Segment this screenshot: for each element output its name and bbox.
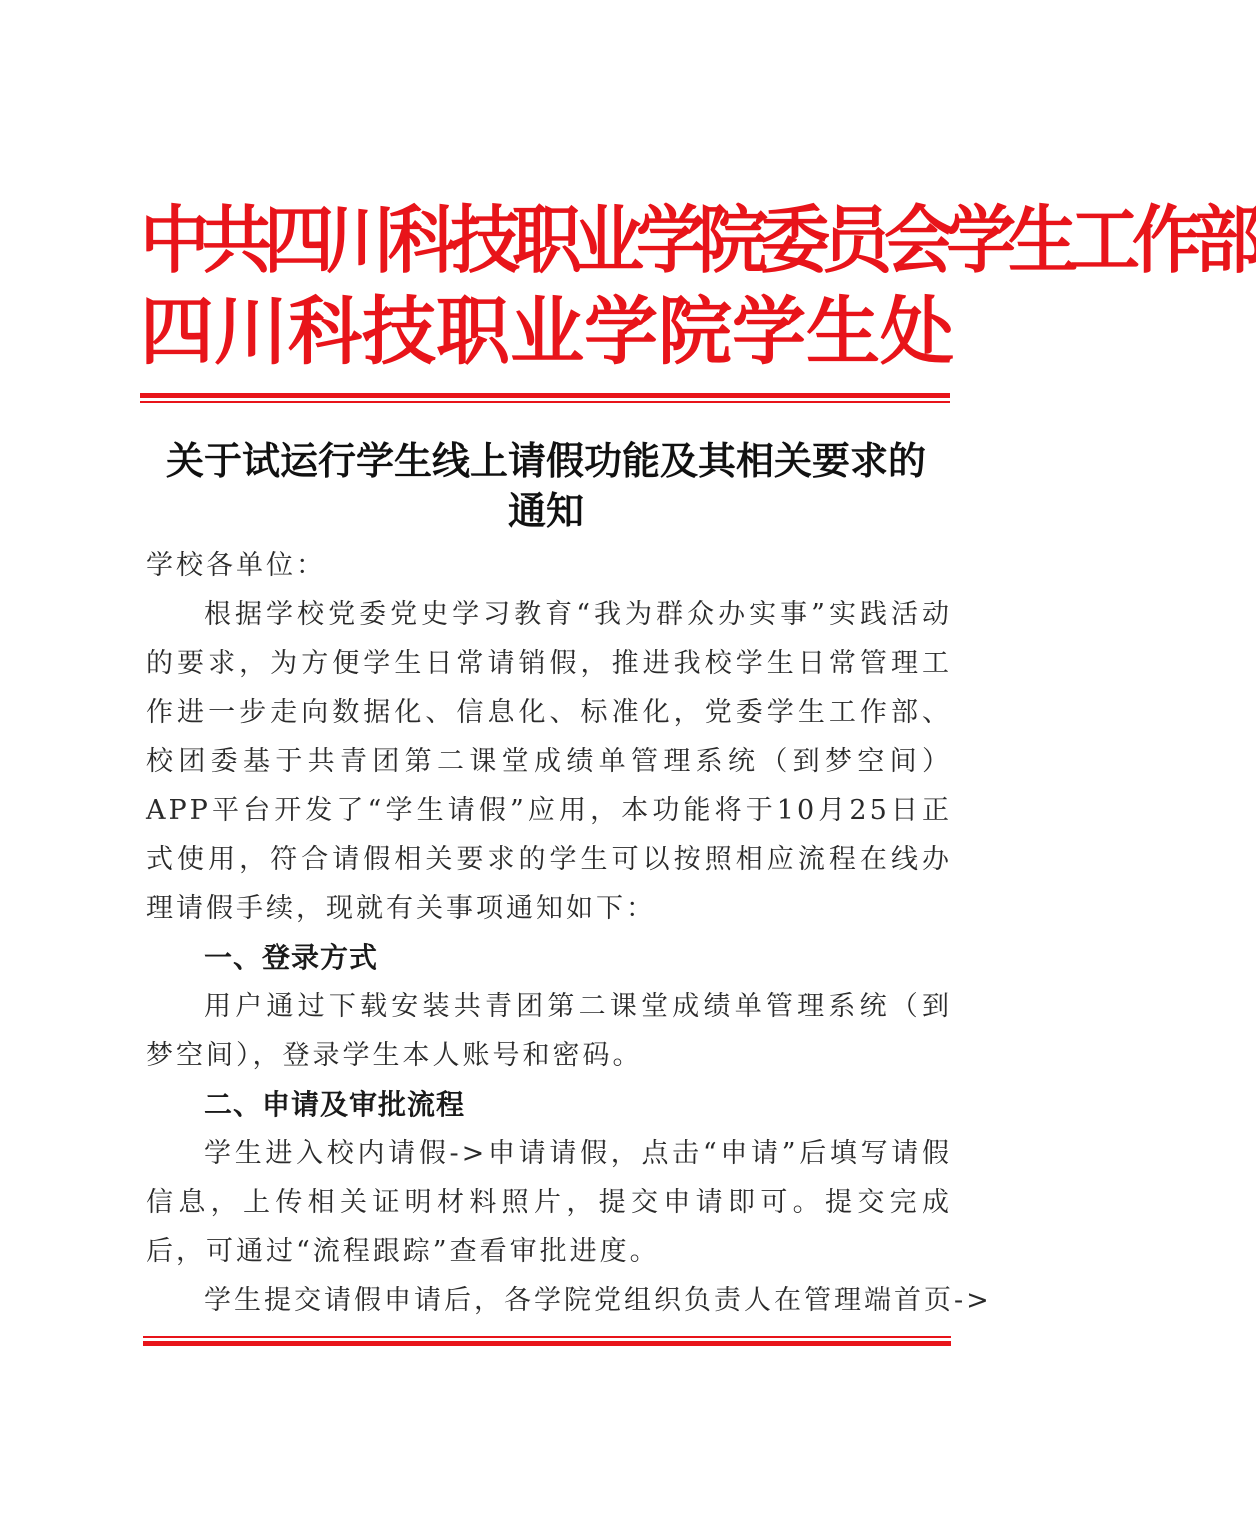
apply-paragraph: 学生进入校内请假->申请请假，点击“申请”后填写请假信息，上传相关证明材料照片，提交申请即可。提交完成后，可通过“流程跟踪”查看审批进度。 xyxy=(146,1138,952,1267)
document-title-line-1: 关于试运行学生线上请假功能及其相关要求的 xyxy=(165,438,926,483)
approve-paragraph: 学生提交请假申请后，各学院党组织负责人在管理端首页-> xyxy=(204,1285,992,1316)
section-heading-apply: 二、申请及审批流程 xyxy=(204,1088,466,1121)
letterhead-divider-thick xyxy=(140,393,950,398)
letterhead-divider-thin xyxy=(140,401,950,403)
footer-divider-thick xyxy=(143,1341,951,1346)
document-title-line-2: 通知 xyxy=(507,488,584,533)
salutation: 学校各单位： xyxy=(146,550,326,581)
intro-paragraph: 根据学校党委党史学习教育“我为群众办实事”实践活动的要求，为方便学生日常请销假，推进我校学生日常管理工作进一步走向数据化、信息化、标准化，党委学生工作部、校团委基于共青团第二课堂成绩单管理系统（到梦空间）APP平台开发了“学生请假”应用，本功能将于10月25日正式使用，符合请假相关要求的学生可以按照相应流程在线办理请假手续，现就有关事项通知如下： xyxy=(146,599,952,924)
footer-divider-thin xyxy=(143,1336,951,1338)
letterhead-line-2: 四川科技职业学院学生处 xyxy=(140,289,954,375)
letterhead-line-1: 中共四川科技职业学院委员会学生工作部 xyxy=(140,197,1256,284)
login-paragraph: 用户通过下载安装共青团第二课堂成绩单管理系统（到梦空间），登录学生本人账号和密码。 xyxy=(146,991,952,1071)
section-heading-login: 一、登录方式 xyxy=(204,941,379,974)
document-title xyxy=(140,436,952,536)
